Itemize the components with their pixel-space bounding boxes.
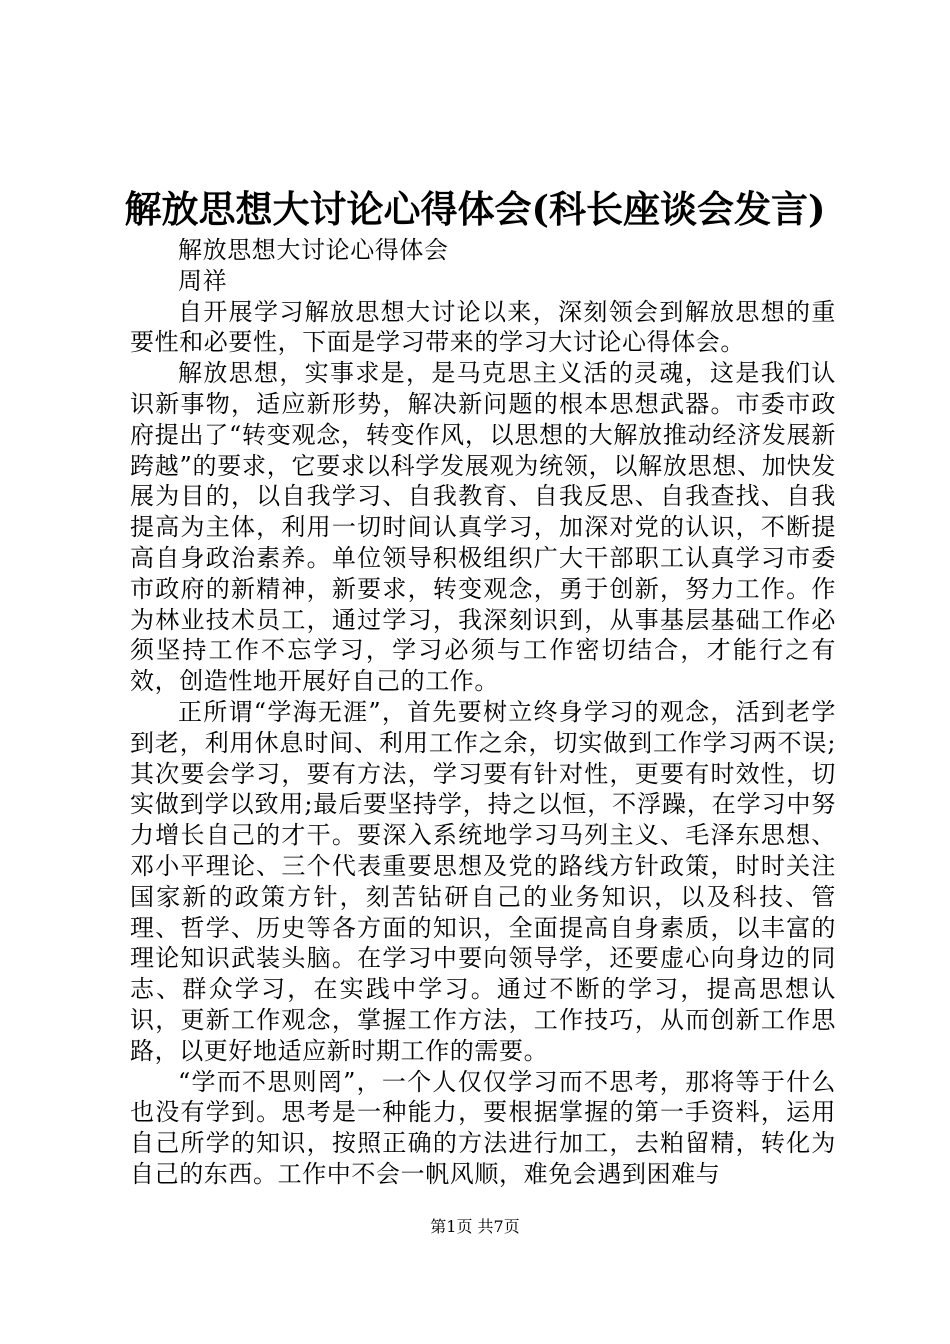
page-footer: 第1页 共7页: [430, 1217, 520, 1236]
document-title: 解放思想大讨论心得体会(科长座谈会发言): [124, 187, 826, 231]
paragraph: 解放思想，实事求是，是马克思主义活的灵魂，这是我们认识新事物，适应新形势，解决新问题的根本思想武器。市委市政府提出了“转变观念，转变作风，以思想的大解放推动经济发展新跨越”的要求，它要求以科学发展观为统领，以解放思想、加快发展为目的，以自我学习、自我教育、自我反思、自我查找、自我提高为主体，利用一切时间认真学习，加深对党的认识，不断提高自身政治素养。单位领导积极组织广大干部职工认真学习市委市政府的新精神，新要求，转变观念，勇于创新，努力工作。作为林业技术员工，通过学习，我深刻识到，从事基层基础工作必须坚持工作不忘学习，学习必须与工作密切结合，才能行之有效，创造性地开展好自己的工作。: [130, 359, 836, 696]
paragraph: “学而不思则罔”，一个人仅仅学习而不思考，那将等于什么也没有学到。思考是一种能力，要根据掌握的第一手资料，运用自己所学的知识，按照正确的方法进行加工，去粕留精，转化为自己的东西。工作中不会一帆风顺，难免会遇到困难与: [130, 1067, 836, 1188]
document-subtitle: 解放思想大讨论心得体会: [178, 236, 449, 264]
document-body: [130, 235, 836, 1190]
paragraph: 正所谓“学海无涯”，首先要树立终身学习的观念，活到老学到老，利用休息时间、利用工作之余，切实做到工作学习两不误;其次要会学习，要有方法，学习要有针对性，更要有时效性，切实做到学以致用;最后要坚持学，持之以恒，不浮躁，在学习中努力增长自己的才干。要深入系统地学习马列主义、毛泽东思想、邓小平理论、三个代表重要思想及党的路线方针政策，时时关注国家新的政策方针，刻苦钻研自己的业务知识，以及科技、管理、哲学、历史等各方面的知识，全面提高自身素质，以丰富的理论知识武装头脑。在学习中要向领导学，还要虚心向身边的同志、群众学习，在实践中学习。通过不断的学习，提高思想认识，更新工作观念，掌握工作方法，工作技巧，从而创新工作思路，以更好地适应新时期工作的需要。: [130, 697, 836, 1065]
document-author: 周祥: [178, 266, 228, 295]
paragraph: 自开展学习解放思想大讨论以来，深刻领会到解放思想的重要性和必要性，下面是学习带来的学习大讨论心得体会。: [130, 297, 836, 357]
